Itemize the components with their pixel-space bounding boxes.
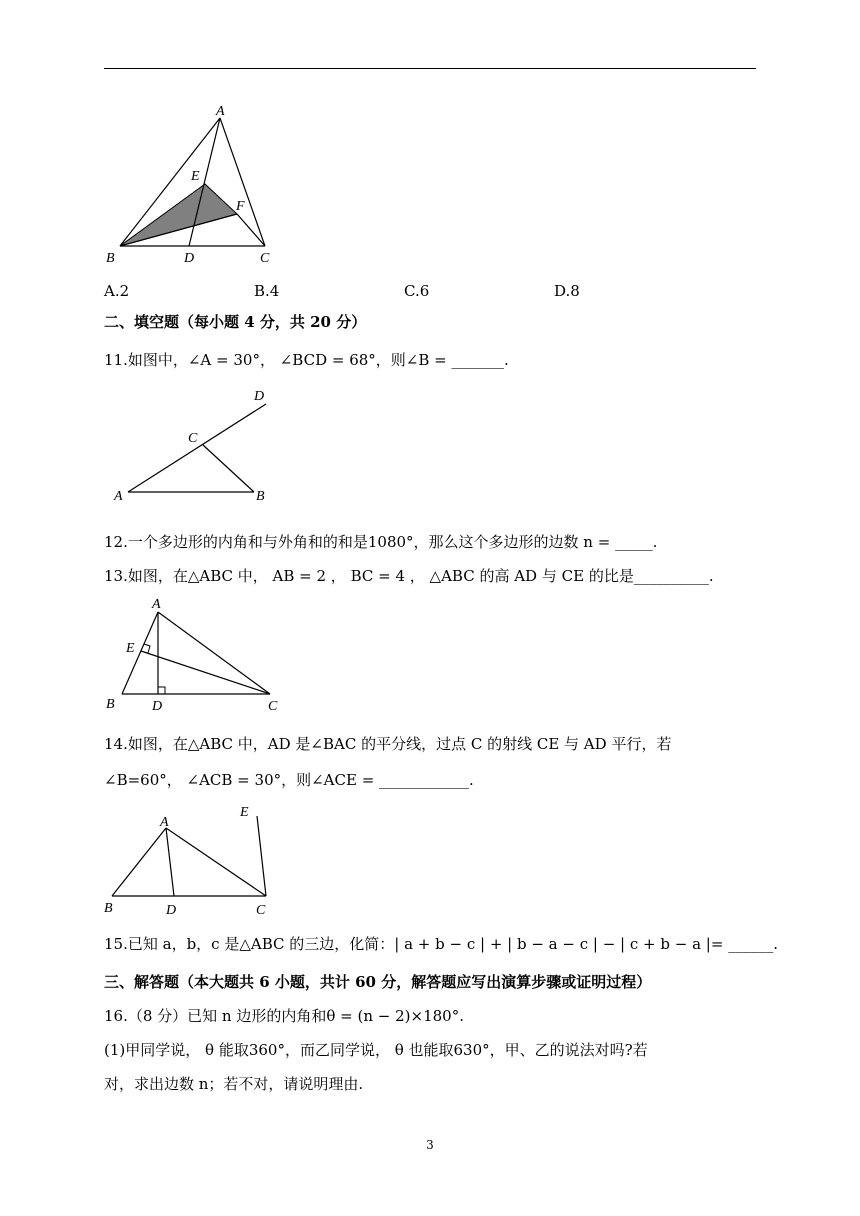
- right-angle-mark-e: [144, 644, 150, 653]
- segment-ac: [166, 828, 266, 896]
- figure-q13: [104, 594, 294, 718]
- shaded-triangle-bef: [120, 184, 237, 246]
- section-2-title: 二、填空题（每小题 4 分，共 20 分）: [104, 313, 367, 331]
- label-d: D: [152, 699, 163, 714]
- label-b: B: [256, 489, 265, 504]
- label-d: D: [184, 251, 195, 266]
- label-c: C: [260, 251, 270, 266]
- question-11: 11.如图中，∠A = 30°， ∠BCD = 68°，则∠B = _______.: [104, 351, 509, 369]
- figure-q11: [108, 384, 288, 508]
- question-15: 15.已知 a，b，c 是△ABC 的三边，化简：| a + b − c | + | b − a − c | − | c + b − a |= ______.: [104, 935, 778, 953]
- question-16: 16.（8 分）已知 n 边形的内角和θ = (n − 2)×180°.: [104, 1007, 464, 1025]
- page-number: 3: [426, 1138, 434, 1152]
- label-e: E: [191, 169, 200, 184]
- question-12: 12.一个多边形的内角和与外角和的和是1080°，那么这个多边形的边数 n = _____.: [104, 533, 658, 551]
- bisector-ad: [166, 828, 174, 896]
- label-e: E: [126, 641, 135, 656]
- label-e: E: [240, 805, 249, 820]
- question-14-line-2: ∠B=60°， ∠ACB = 30°，则∠ACE = ____________.: [104, 771, 474, 789]
- segment-ad: [128, 404, 266, 492]
- label-a: A: [160, 815, 169, 830]
- label-c: C: [256, 903, 266, 918]
- question-16-part-1-line-1: (1)甲同学说， θ 能取360°，而乙同学说， θ 也能取630°，甲、乙的说法对吗?若: [104, 1041, 648, 1059]
- segment-ab: [112, 828, 166, 896]
- option-d: D.8: [554, 282, 580, 300]
- segment-ac: [220, 118, 265, 246]
- label-d: D: [254, 389, 265, 404]
- label-a: A: [216, 104, 225, 119]
- section-3-title: 三、解答题（本大题共 6 小题，共计 60 分，解答题应写出演算步骤或证明过程）: [104, 973, 652, 991]
- question-13: 13.如图，在△ABC 中， AB = 2 ， BC = 4 ， △ABC 的高 AD 与 CE 的比是__________.: [104, 567, 714, 585]
- question-14-line-1: 14.如图，在△ABC 中，AD 是∠BAC 的平分线，过点 C 的射线 CE 与 AD 平行，若: [104, 735, 672, 753]
- label-b: B: [104, 901, 113, 916]
- label-c: C: [188, 431, 198, 446]
- figure-q10: [104, 100, 284, 270]
- label-a: A: [152, 597, 161, 612]
- label-b: B: [106, 251, 115, 266]
- label-f: F: [236, 199, 245, 214]
- label-a: A: [114, 489, 123, 504]
- header-rule: [104, 68, 756, 69]
- figure-q14: [100, 798, 290, 922]
- label-d: D: [166, 903, 177, 918]
- ray-ce: [257, 816, 266, 896]
- segment-ac: [158, 612, 270, 694]
- question-16-part-1-line-2: 对，求出边数 n；若不对，请说明理由.: [104, 1075, 364, 1093]
- option-c: C.6: [404, 282, 430, 300]
- right-angle-mark-d: [158, 687, 165, 694]
- segment-fc: [237, 214, 265, 246]
- segment-cb: [203, 445, 254, 492]
- option-b: B.4: [254, 282, 280, 300]
- altitude-ce: [141, 651, 270, 694]
- label-b: B: [106, 697, 115, 712]
- option-a: A.2: [104, 282, 130, 300]
- label-c: C: [268, 699, 278, 714]
